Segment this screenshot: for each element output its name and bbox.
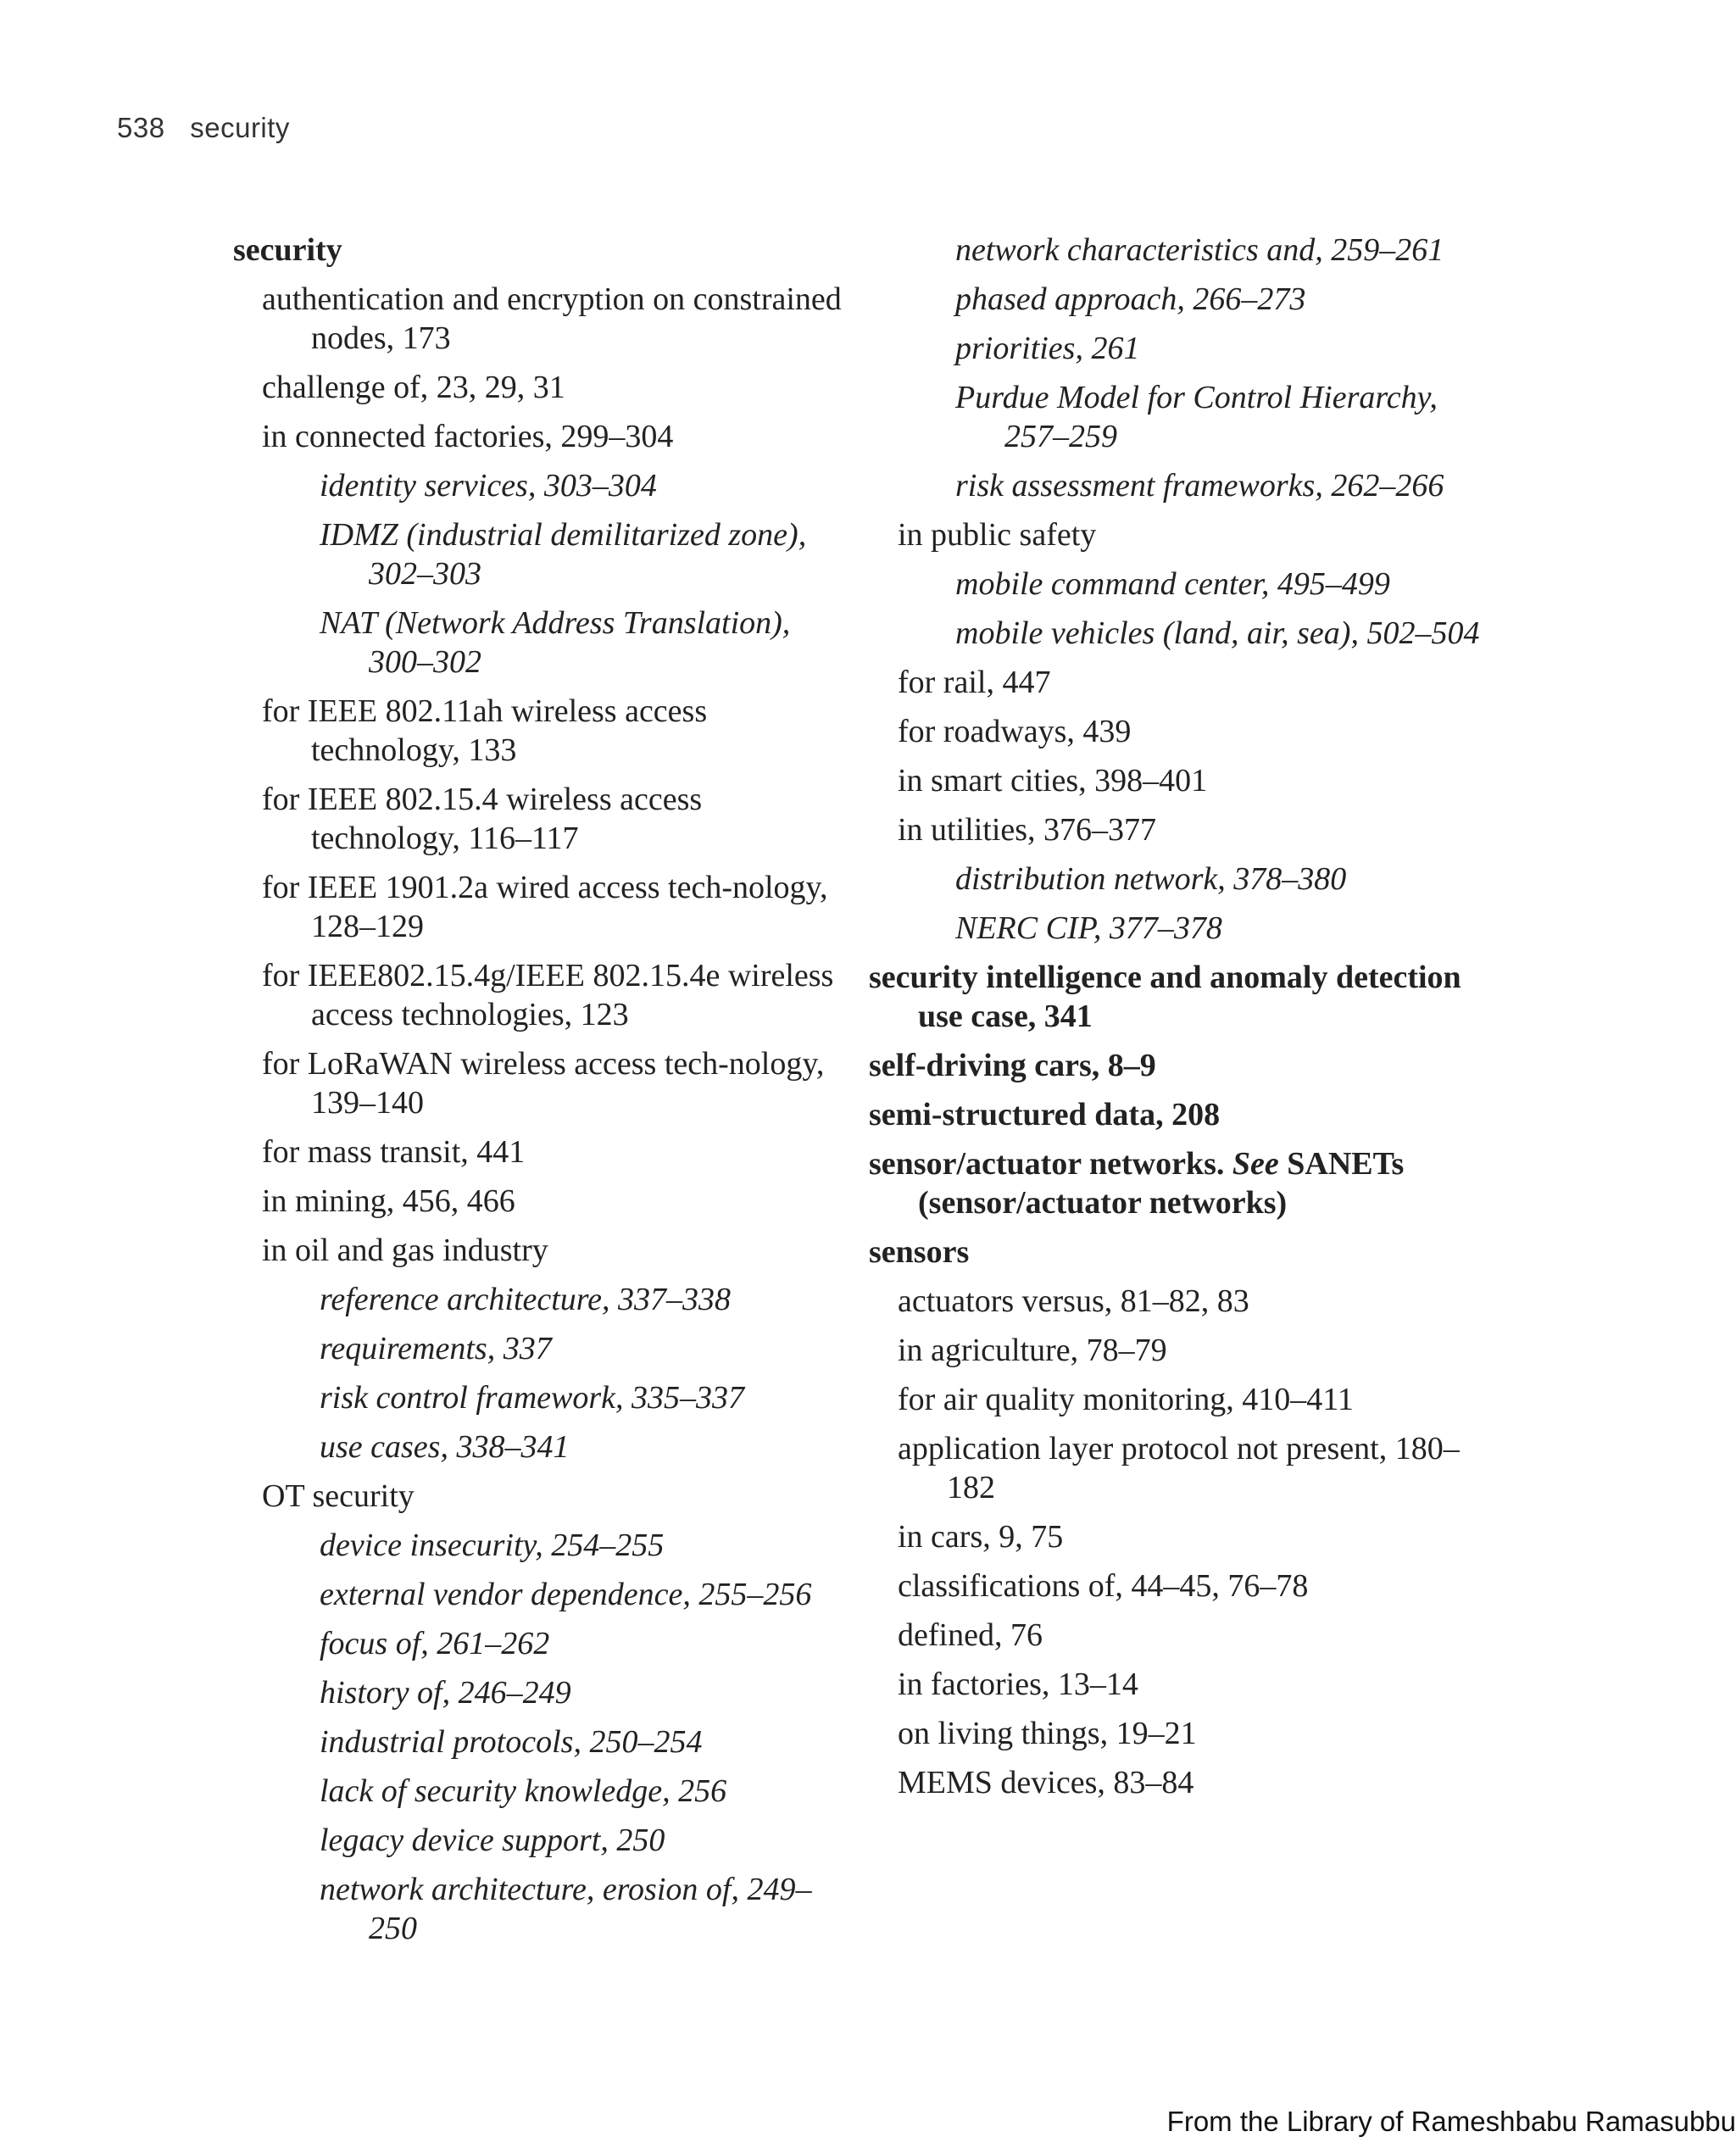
index-entry: actuators versus, 81–82, 83	[898, 1283, 1249, 1319]
index-entry: lack of security knowledge, 256	[320, 1773, 727, 1809]
index-entry: application layer protocol not present, 180–182	[898, 1431, 1460, 1505]
index-entry: priorities, 261	[955, 331, 1140, 366]
index-entry: in oil and gas industry	[262, 1233, 548, 1268]
running-header	[117, 112, 290, 144]
index-entry: in agriculture, 78–79	[898, 1333, 1167, 1368]
index-entry: in cars, 9, 75	[898, 1519, 1064, 1555]
index-entry: for LoRaWAN wireless access tech-nology, 139–140	[262, 1046, 825, 1121]
index-column-right	[869, 231, 1488, 1812]
index-entry: self-driving cars, 8–9	[869, 1048, 1156, 1083]
index-entry: history of, 246–249	[320, 1675, 571, 1711]
index-entry: external vendor dependence, 255–256	[320, 1577, 812, 1612]
index-entry: risk control framework, 335–337	[320, 1380, 745, 1416]
index-entry: in public safety	[898, 517, 1097, 553]
index-entry: phased approach, 266–273	[955, 281, 1306, 317]
index-entry-term: sensor/actuator networks.	[869, 1146, 1225, 1182]
index-column-left	[233, 231, 843, 1958]
index-entry: device insecurity, 254–255	[320, 1528, 665, 1563]
index-entry: security	[233, 232, 342, 268]
index-entry: network characteristics and, 259–261	[955, 232, 1444, 268]
index-entry: authentication and encryption on constrained nodes, 173	[262, 281, 842, 356]
index-entry: on living things, 19–21	[898, 1716, 1197, 1751]
index-entry: for air quality monitoring, 410–411	[898, 1382, 1354, 1417]
index-entry: in factories, 13–14	[898, 1667, 1138, 1702]
index-entry: risk assessment frameworks, 262–266	[955, 468, 1444, 504]
index-entry: for IEEE 802.11ah wireless access technology, 133	[262, 693, 708, 768]
index-entry: legacy device support, 250	[320, 1822, 665, 1858]
index-entry: for rail, 447	[898, 665, 1051, 700]
index-entry: for roadways, 439	[898, 714, 1132, 749]
index-entry: in connected factories, 299–304	[262, 419, 674, 454]
see-target: SANETs (sensor/actuator networks)	[918, 1146, 1405, 1221]
index-entry: for IEEE 1901.2a wired access tech-nology, 128–129	[262, 870, 828, 944]
index-entry: defined, 76	[898, 1617, 1043, 1653]
index-entry: classifications of, 44–45, 76–78	[898, 1568, 1309, 1604]
index-entry: semi-structured data, 208	[869, 1097, 1221, 1132]
page-number: 538	[117, 112, 165, 143]
index-entry: IDMZ (industrial demilitarized zone), 302–303	[320, 517, 807, 592]
index-entry: Purdue Model for Control Hierarchy, 257–259	[955, 380, 1438, 454]
index-entry	[869, 1144, 1488, 1222]
index-entry: distribution network, 378–380	[955, 861, 1347, 897]
index-entry: sensors	[869, 1234, 970, 1270]
index-entry: in mining, 456, 466	[262, 1183, 515, 1219]
index-entry: focus of, 261–262	[320, 1626, 550, 1661]
running-head: security	[190, 112, 290, 143]
index-entry: requirements, 337	[320, 1331, 552, 1366]
index-entry: identity services, 303–304	[320, 468, 657, 504]
index-entry: for mass transit, 441	[262, 1134, 526, 1170]
index-entry: NERC CIP, 377–378	[955, 910, 1222, 946]
library-footer: From the Library of Rameshbabu Ramasubbu	[1166, 2106, 1736, 2137]
index-entry: network architecture, erosion of, 249–250	[320, 1872, 812, 1946]
index-entry: mobile vehicles (land, air, sea), 502–504	[955, 615, 1480, 651]
index-entry: for IEEE 802.15.4 wireless access technology, 116–117	[262, 782, 703, 856]
index-entry: for IEEE802.15.4g/IEEE 802.15.4e wireless access technologies, 123	[262, 958, 834, 1032]
index-entry: challenge of, 23, 29, 31	[262, 370, 565, 405]
index-entry: reference architecture, 337–338	[320, 1282, 732, 1317]
index-entry: industrial protocols, 250–254	[320, 1724, 703, 1760]
index-entry: OT security	[262, 1478, 415, 1514]
index-entry: use cases, 338–341	[320, 1429, 570, 1465]
index-entry: mobile command center, 495–499	[955, 566, 1390, 602]
index-entry: NAT (Network Address Translation), 300–302	[320, 605, 791, 680]
index-entry: security intelligence and anomaly detection use case, 341	[869, 960, 1461, 1034]
index-entry: in smart cities, 398–401	[898, 763, 1208, 799]
see-reference: See	[1232, 1146, 1279, 1182]
index-entry: in utilities, 376–377	[898, 812, 1157, 848]
index-entry: MEMS devices, 83–84	[898, 1765, 1194, 1800]
